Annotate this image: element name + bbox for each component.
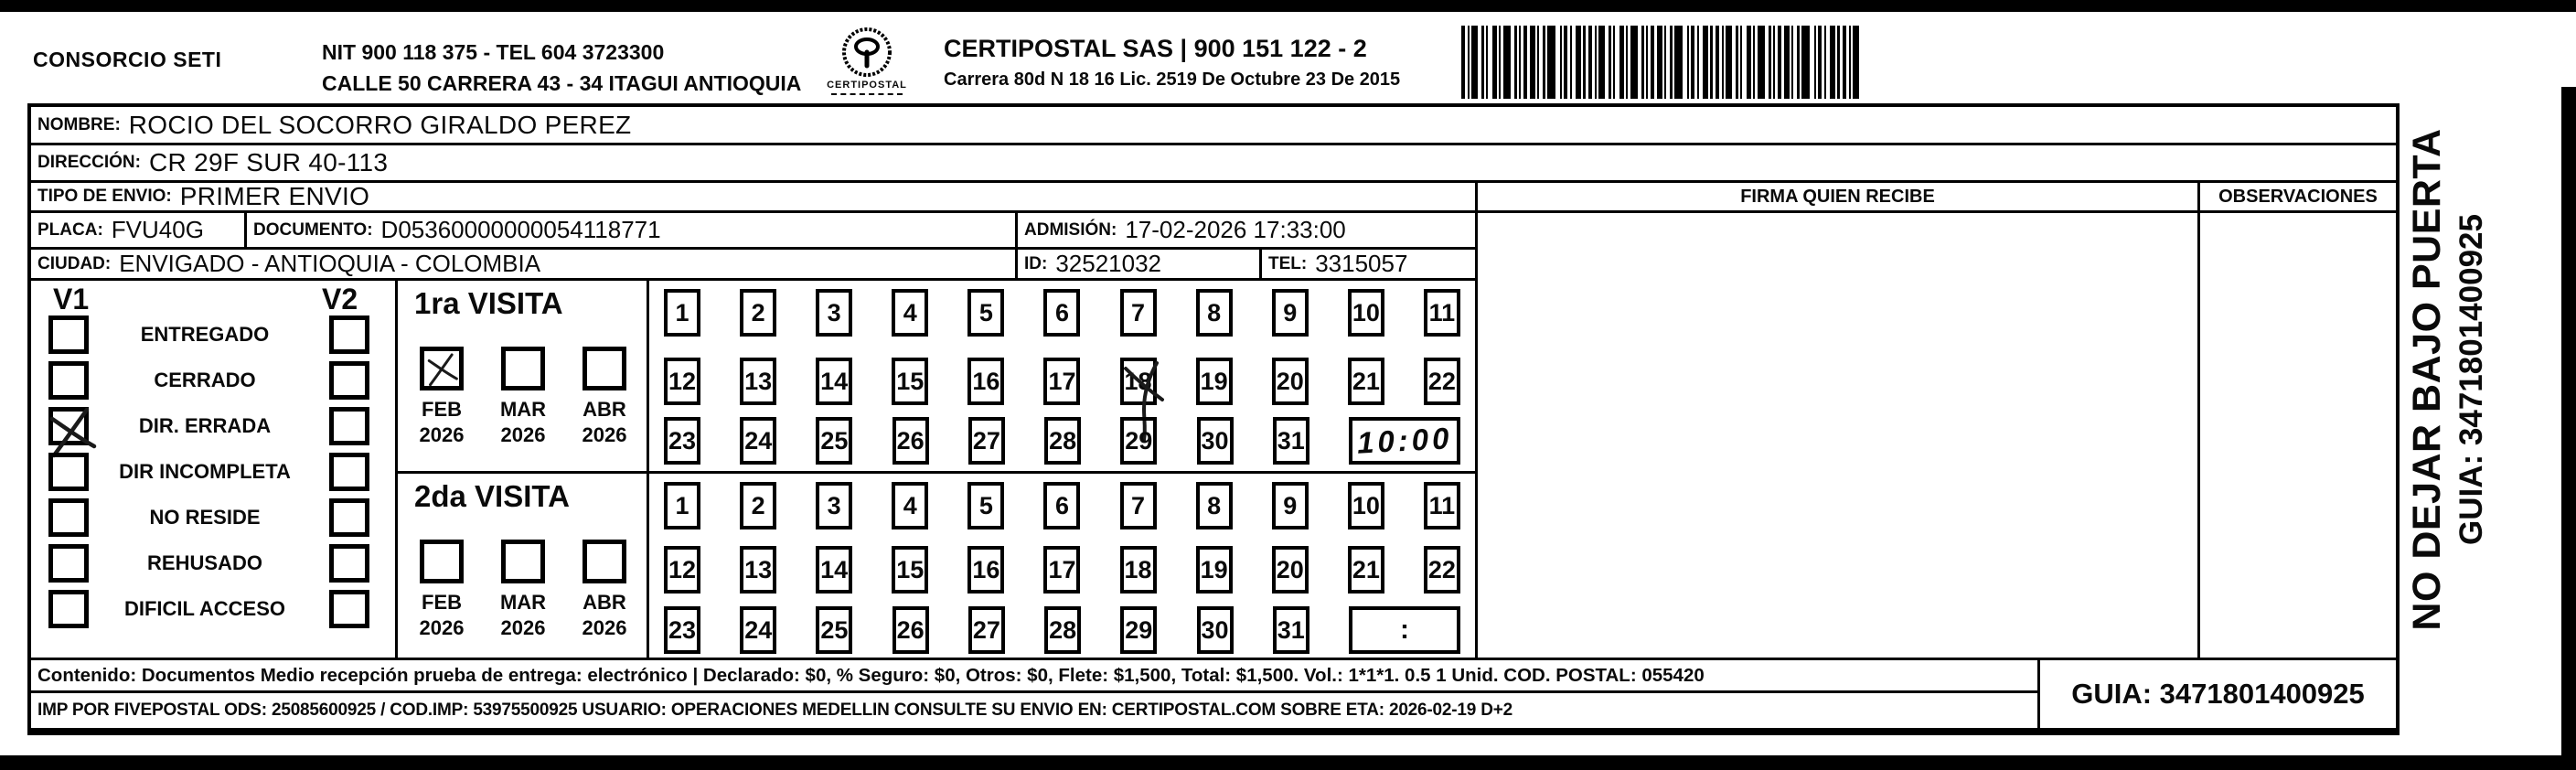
month-name: MAR [499, 591, 547, 614]
visit2-day-31: 31 [1273, 606, 1309, 654]
v2-rehusado-checkbox [329, 544, 369, 583]
visit2-day-11: 11 [1424, 482, 1460, 529]
v2-dir-errada-checkbox [329, 407, 369, 445]
visit2-day-29: 29 [1120, 606, 1157, 654]
visit2-day-18: 18 [1120, 546, 1157, 594]
visit2-day-15: 15 [892, 546, 928, 594]
documento-value: D05360000000054118771 [380, 216, 661, 243]
v1-dir-incompleta-checkbox [48, 453, 89, 491]
ciudad-label: CIUDAD: [37, 253, 112, 273]
month-year: 2026 [582, 423, 627, 446]
visit2-time-value: : [1399, 615, 1409, 645]
scan-artifact-bottom [0, 755, 2576, 770]
status-label-rehusado: REHUSADO [147, 551, 262, 574]
admision-label: ADMISIÓN: [1024, 219, 1117, 240]
visit2-day-12: 12 [664, 546, 700, 594]
visit2-month-panel [398, 474, 649, 658]
visit2-day-13: 13 [740, 546, 776, 594]
row-nombre [31, 107, 2396, 145]
status-label-dificil-acceso: DIFICIL ACCESO [123, 597, 285, 620]
status-row-entregado [31, 315, 395, 356]
placa-value: FVU40G [111, 216, 204, 243]
scan-artifact-top [0, 0, 2576, 12]
month-year: 2026 [419, 616, 465, 639]
visit1-day-19: 19 [1196, 358, 1233, 405]
visit2-day-20: 20 [1272, 546, 1309, 594]
visit2-day-row-2 [649, 546, 1475, 594]
certipostal-logo [817, 26, 917, 106]
status-row-cerrado [31, 361, 395, 401]
visit1-day-7: 7 [1120, 289, 1157, 337]
barcode [1461, 26, 1861, 99]
guia-number-box: GUIA: 3471801400925 [2037, 658, 2396, 728]
v2-column-header: V2 [322, 283, 358, 315]
firma-quien-recibe-header: FIRMA QUIEN RECIBE [1475, 183, 2197, 213]
visit1-day-12: 12 [664, 358, 700, 405]
visit1-day-row-2 [649, 358, 1475, 405]
visit1-day-grid [649, 281, 1475, 474]
visit1-day-6: 6 [1043, 289, 1080, 337]
visit2-day-27: 27 [968, 606, 1005, 654]
visit2-day-row-3 [649, 606, 1475, 654]
handwritten-x-mark [45, 404, 98, 457]
visit1-month-mar [483, 347, 563, 447]
cell-tel [1262, 250, 1475, 281]
visit2-day-10: 10 [1348, 482, 1384, 529]
visit2-day-3: 3 [816, 482, 852, 529]
visit1-day-23: 23 [664, 417, 700, 465]
month-name: ABR [583, 398, 626, 421]
status-row-rehusado [31, 544, 395, 584]
visit2-mar-checkbox [501, 540, 545, 583]
visit1-day-4: 4 [892, 289, 928, 337]
handwritten-x-mark [424, 351, 459, 386]
month-year: 2026 [500, 616, 546, 639]
side-vertical-text [2405, 102, 2566, 657]
visit1-day-15: 15 [892, 358, 928, 405]
logo-tagline-line [831, 93, 903, 95]
status-row-dir-errada [31, 407, 395, 447]
status-row-dificil-acceso [31, 590, 395, 630]
visit1-month-feb [401, 347, 482, 447]
visit1-day-28: 28 [1044, 417, 1081, 465]
visit1-day-2: 2 [740, 289, 776, 337]
company-address: CALLE 50 CARRERA 43 - 34 ITAGUI ANTIOQUIA [322, 71, 802, 95]
visit1-abr-checkbox [583, 347, 626, 390]
v1-dificil-acceso-checkbox [48, 590, 89, 628]
nombre-value: ROCIO DEL SOCORRO GIRALDO PEREZ [128, 110, 632, 139]
status-row-dir-incompleta [31, 453, 395, 493]
imp-line: IMP POR FIVEPOSTAL ODS: 25085600925 / COD.IMP: 53975500925 USUARIO: OPERACIONES MEDELLIN CONSULTE SU ENVIO EN: CERTIPOSTAL.COM SOBRE ETA: 2026-02-19 D+2 [37, 700, 1512, 720]
visit2-month-mar [483, 540, 563, 640]
placa-label: PLACA: [37, 219, 103, 240]
ciudad-value: ENVIGADO - ANTIOQUIA - COLOMBIA [119, 250, 541, 277]
status-label-dir-incompleta: DIR INCOMPLETA [119, 460, 291, 483]
visit2-day-28: 28 [1044, 606, 1081, 654]
id-label: ID: [1024, 253, 1048, 273]
status-label-entregado: ENTREGADO [140, 323, 270, 346]
v1-dir-errada-checkbox [48, 407, 89, 445]
admision-value: 17-02-2026 17:33:00 [1125, 216, 1346, 243]
tel-label: TEL: [1268, 253, 1308, 273]
observaciones-area [2197, 213, 2396, 658]
visit2-month-abr [564, 540, 645, 640]
cell-tipo-envio [31, 183, 1475, 213]
company-name: CONSORCIO SETI [33, 48, 222, 71]
v1-entregado-checkbox [48, 315, 89, 354]
no-dejar-bajo-puerta-warning: NO DEJAR BAJO PUERTA [2405, 128, 2449, 631]
visit1-day-25: 25 [816, 417, 852, 465]
visit2-day-8: 8 [1196, 482, 1233, 529]
v2-entregado-checkbox [329, 315, 369, 354]
v1-column-header: V1 [53, 283, 90, 315]
cell-documento [247, 213, 1018, 250]
tipo-envio-label: TIPO DE ENVIO: [37, 187, 172, 206]
visit1-day-14: 14 [816, 358, 852, 405]
v1-cerrado-checkbox [48, 361, 89, 400]
firma-signature-area [1475, 213, 2197, 658]
visit2-day-16: 16 [967, 546, 1004, 594]
visit1-time-box [1349, 417, 1460, 465]
visit2-title: 2da VISITA [414, 479, 570, 513]
visit1-day-11: 11 [1424, 289, 1460, 337]
visit2-day-24: 24 [740, 606, 776, 654]
month-name: FEB [422, 591, 462, 614]
row-direccion [31, 145, 2396, 183]
visit2-day-25: 25 [816, 606, 852, 654]
visit1-mar-checkbox [501, 347, 545, 390]
cell-id [1018, 250, 1262, 281]
logo-text: CERTIPOSTAL [827, 80, 907, 91]
visit1-day-31: 31 [1273, 417, 1309, 465]
visit1-day-18: 18 [1120, 358, 1157, 405]
visit1-day-21: 21 [1348, 358, 1384, 405]
visit1-day-row-3 [649, 417, 1475, 465]
v2-dificil-acceso-checkbox [329, 590, 369, 628]
visit1-day-3: 3 [816, 289, 852, 337]
status-checkbox-panel [31, 281, 398, 658]
month-name: FEB [422, 398, 462, 421]
company-nit-tel: NIT 900 118 375 - TEL 604 3723300 [322, 40, 665, 64]
visit1-day-27: 27 [968, 417, 1005, 465]
visit2-time-box [1349, 606, 1460, 654]
visit2-day-22: 22 [1424, 546, 1460, 594]
month-year: 2026 [419, 423, 465, 446]
documento-label: DOCUMENTO: [253, 219, 373, 240]
visit1-feb-checkbox [420, 347, 464, 390]
cell-ciudad [31, 250, 1018, 281]
visit1-month-panel [398, 281, 649, 474]
visit2-day-1: 1 [664, 482, 700, 529]
tipo-envio-value: PRIMER ENVIO [179, 183, 370, 210]
visit2-day-17: 17 [1043, 546, 1080, 594]
visit2-day-9: 9 [1272, 482, 1309, 529]
visit2-day-19: 19 [1196, 546, 1233, 594]
side-guia-number: GUIA: 3471801400925 [2453, 214, 2489, 545]
tel-value: 3315057 [1315, 250, 1408, 277]
visit1-day-8: 8 [1196, 289, 1233, 337]
status-label-no-reside: NO RESIDE [149, 506, 261, 529]
visit2-abr-checkbox [583, 540, 626, 583]
visit1-title: 1ra VISITA [414, 286, 563, 320]
visit1-day-row-1 [649, 289, 1475, 337]
direccion-label: DIRECCIÓN: [37, 153, 141, 172]
certipostal-logo-icon [840, 26, 893, 79]
visit1-day-16: 16 [967, 358, 1004, 405]
visit2-day-7: 7 [1120, 482, 1157, 529]
visit1-month-abr [564, 347, 645, 447]
visit1-day-24: 24 [740, 417, 776, 465]
v2-no-reside-checkbox [329, 498, 369, 537]
visit1-day-13: 13 [740, 358, 776, 405]
status-row-no-reside [31, 498, 395, 539]
visit2-day-21: 21 [1348, 546, 1384, 594]
visit2-day-6: 6 [1043, 482, 1080, 529]
visit2-month-feb [401, 540, 482, 640]
month-year: 2026 [500, 423, 546, 446]
visit1-day-17: 17 [1043, 358, 1080, 405]
id-value: 32521032 [1055, 250, 1162, 277]
visit2-day-row-1 [649, 482, 1475, 529]
status-label-dir-errada: DIR. ERRADA [138, 414, 272, 437]
month-name: ABR [583, 591, 626, 614]
visit2-feb-checkbox [420, 540, 464, 583]
visit2-day-5: 5 [967, 482, 1004, 529]
cell-placa [31, 213, 247, 250]
month-year: 2026 [582, 616, 627, 639]
observaciones-header: OBSERVACIONES [2197, 183, 2396, 213]
carrier-name: CERTIPOSTAL SAS | 900 151 122 - 2 [944, 35, 1367, 62]
carrier-address: Carrera 80d N 18 16 Lic. 2519 De Octubre 23 De 2015 [944, 70, 1401, 90]
visit1-day-20: 20 [1272, 358, 1309, 405]
month-name: MAR [499, 398, 547, 421]
visit1-day-22: 22 [1424, 358, 1460, 405]
visit1-day-1: 1 [664, 289, 700, 337]
visit1-day-5: 5 [967, 289, 1004, 337]
contenido-line: Contenido: Documentos Medio recepción prueba de entrega: electrónico | Declarado: $0, % Seguro: $0, Otros: $0, Flete: $1,500, Total: $1,500. Vol.: 1*1*1. 0.5 1 Unid. COD. POSTAL: 055420 [31, 658, 2037, 693]
visit2-day-26: 26 [893, 606, 929, 654]
visit2-day-14: 14 [816, 546, 852, 594]
status-label-cerrado: CERRADO [154, 369, 256, 391]
v1-rehusado-checkbox [48, 544, 89, 583]
v1-no-reside-checkbox [48, 498, 89, 537]
visit1-day-10: 10 [1348, 289, 1384, 337]
visit2-day-grid [649, 474, 1475, 658]
cell-admision [1018, 213, 1475, 250]
visit1-day-29: 29 [1120, 417, 1157, 465]
visit2-day-23: 23 [664, 606, 700, 654]
visit1-day-9: 9 [1272, 289, 1309, 337]
visit2-day-4: 4 [892, 482, 928, 529]
visit1-day-26: 26 [893, 417, 929, 465]
v2-cerrado-checkbox [329, 361, 369, 400]
visit1-day-30: 30 [1197, 417, 1234, 465]
delivery-form [27, 103, 2400, 735]
visit1-time-value: 10:00 [1355, 421, 1454, 460]
v2-dir-incompleta-checkbox [329, 453, 369, 491]
nombre-label: NOMBRE: [37, 114, 121, 134]
visit2-day-2: 2 [740, 482, 776, 529]
direccion-value: CR 29F SUR 40-113 [148, 148, 389, 176]
visit2-day-30: 30 [1197, 606, 1234, 654]
